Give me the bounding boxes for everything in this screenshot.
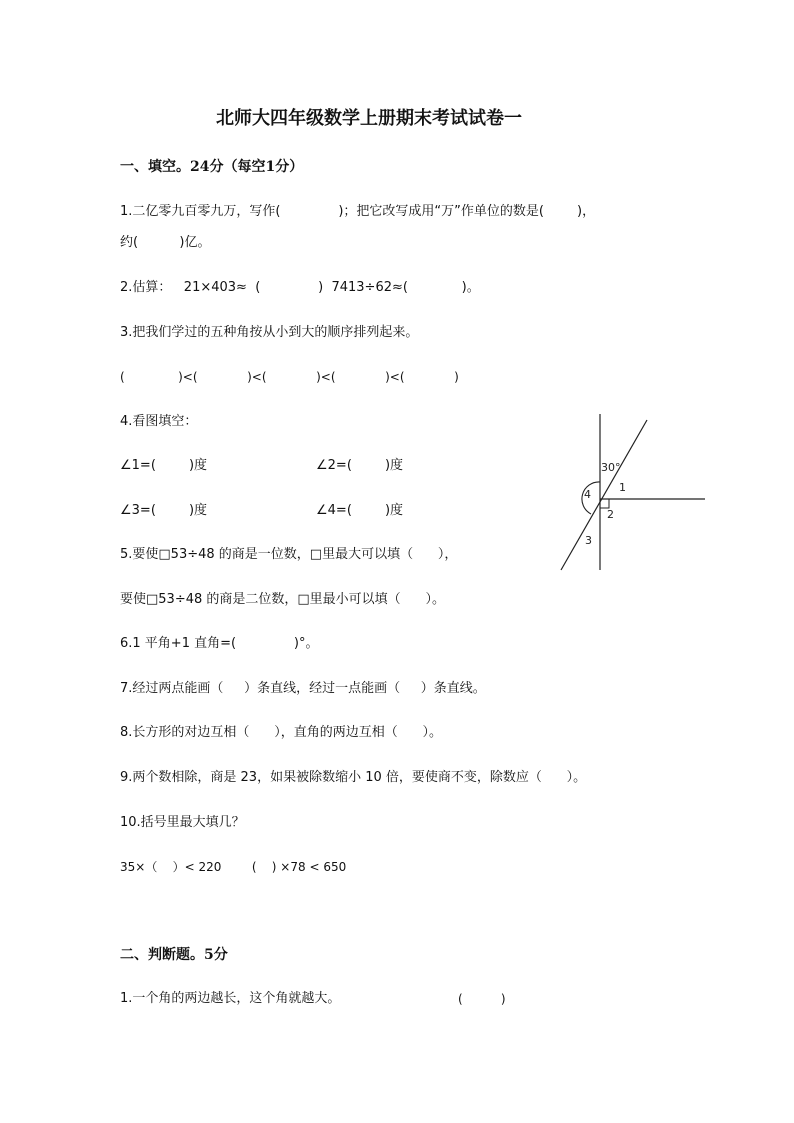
question-2: 2.估算： 21×403≈ ( ) 7413÷62≈( )。 <box>120 280 480 295</box>
angle-2-label: 2 <box>607 508 614 521</box>
judge-question-1: 1.一个角的两边越长，这个角就越大。 <box>120 991 341 1006</box>
question-8: 8.长方形的对边互相（ ），直角的两边互相（ ）。 <box>120 725 442 740</box>
question-10: 10.括号里最大填几？ <box>120 815 245 830</box>
page-title: 北师大四年级数学上册期末考试试卷一 <box>216 108 522 129</box>
question-5-line-1: 5.要使□53÷48 的商是一位数，□里最大可以填（ ）， <box>120 547 458 562</box>
section-2-heading: 二、判断题。5分 <box>120 947 228 963</box>
angle-2-answer: ∠2=( )度 <box>316 458 404 473</box>
angle-4-answer: ∠4=( )度 <box>316 503 404 518</box>
question-6: 6.1 平角+1 直角=( )°。 <box>120 636 319 651</box>
angle-figure <box>555 412 710 574</box>
angle-4-label: 4 <box>584 488 591 501</box>
angle-1-label: 1 <box>619 481 626 494</box>
question-10-line: 35×（ ）< 220 ( ) ×78 < 650 <box>120 860 347 874</box>
question-1-line-1: 1.二亿零九百零九万，写作( )；把它改写成用“万”作单位的数是( )， <box>120 204 596 219</box>
angle-3-answer: ∠3=( )度 <box>120 503 208 518</box>
question-3: 3.把我们学过的五种角按从小到大的顺序排列起来。 <box>120 325 419 340</box>
section-1-heading: 一、填空。24分（每空1分） <box>120 159 304 175</box>
judge-question-1-blank: ( ) <box>458 992 506 1006</box>
slanted-line <box>561 420 647 570</box>
angle-30-label: 30° <box>601 461 621 474</box>
question-9: 9.两个数相除，商是 23，如果被除数缩小 10 倍，要使商不变，除数应（ ）。 <box>120 770 587 785</box>
angle-1-answer: ∠1=( )度 <box>120 458 208 473</box>
question-1-line-2: 约( )亿。 <box>120 235 211 250</box>
question-3-blanks: ( )<( )<( )<( )<( ) <box>120 370 459 384</box>
angle-3-label: 3 <box>585 534 592 547</box>
question-7: 7.经过两点能画（ ）条直线，经过一点能画（ ）条直线。 <box>120 681 486 696</box>
question-5-line-2: 要使□53÷48 的商是二位数，□里最小可以填（ ）。 <box>120 592 445 607</box>
question-4: 4.看图填空： <box>120 414 198 429</box>
